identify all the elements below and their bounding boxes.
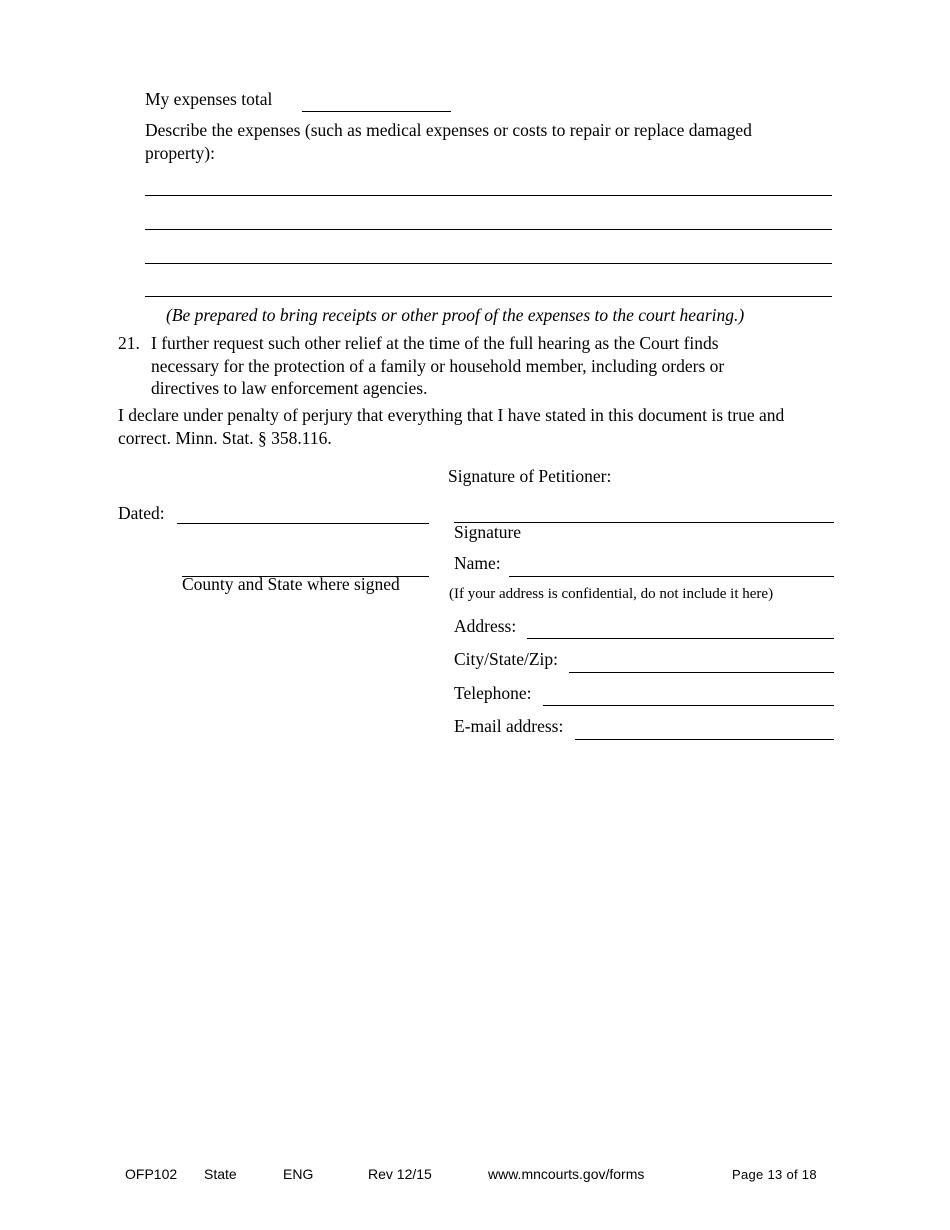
item-21-number: 21. [118, 333, 140, 353]
expenses-describe-prompt-line2: property): [145, 143, 215, 163]
dated-field[interactable] [177, 523, 429, 524]
name-label: Name: [454, 553, 501, 573]
dated-label: Dated: [118, 503, 165, 523]
telephone-field[interactable] [543, 705, 834, 706]
expenses-total-field[interactable] [302, 111, 451, 112]
footer-page-number: Page 13 of 18 [732, 1167, 817, 1182]
footer-website-link[interactable]: www.mncourts.gov/forms [488, 1166, 645, 1182]
expenses-describe-prompt-line1: Describe the expenses (such as medical expenses or costs to repair or replace damaged [145, 120, 752, 140]
address-field[interactable] [527, 638, 834, 639]
confidential-address-note: (If your address is confidential, do not include it here) [449, 586, 774, 602]
email-label: E-mail address: [454, 716, 564, 736]
expenses-description-line-3[interactable] [145, 263, 832, 264]
email-field[interactable] [575, 739, 834, 740]
signature-heading: Signature of Petitioner: [448, 466, 612, 486]
signature-caption: Signature [454, 522, 522, 542]
expenses-description-line-4[interactable] [145, 296, 832, 297]
item-21-text-line3: directives to law enforcement agencies. [151, 378, 428, 398]
address-label: Address: [454, 616, 517, 636]
expenses-total-label: My expenses total [145, 89, 273, 109]
footer-language: ENG [283, 1166, 314, 1182]
footer-jurisdiction: State [204, 1166, 237, 1182]
declaration-line2: correct. Minn. Stat. § 358.116. [118, 428, 332, 448]
item-21-text-line2: necessary for the protection of a family or household member, including orders or [151, 356, 725, 376]
expenses-description-line-1[interactable] [145, 195, 832, 196]
expenses-proof-note: (Be prepared to bring receipts or other proof of the expenses to the court hearing.) [166, 305, 745, 325]
declaration-line1: I declare under penalty of perjury that everything that I have stated in this document is true and [118, 405, 785, 425]
county-state-caption: County and State where signed [182, 574, 400, 594]
city-state-zip-field[interactable] [569, 672, 834, 673]
item-21-text-line1: I further request such other relief at the time of the full hearing as the Court finds [151, 333, 719, 353]
city-state-zip-label: City/State/Zip: [454, 649, 559, 669]
footer-form-id: OFP102 [125, 1166, 178, 1182]
name-field[interactable] [509, 576, 834, 577]
footer-revision: Rev 12/15 [368, 1166, 432, 1182]
telephone-label: Telephone: [454, 683, 532, 703]
expenses-description-line-2[interactable] [145, 229, 832, 230]
